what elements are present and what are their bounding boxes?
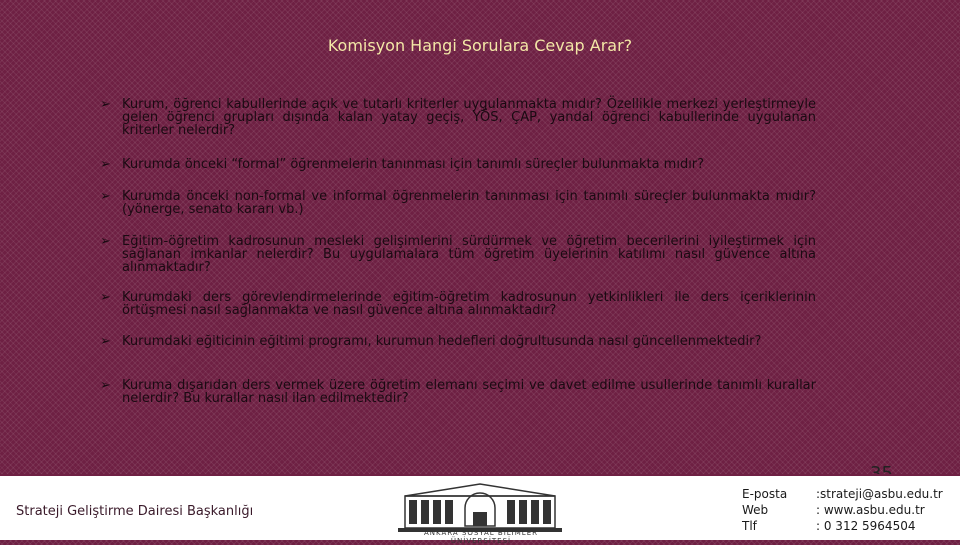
bullet-text: Kurumda önceki “formal” öğrenmelerin tanınması için tanımlı süreçler bulunmakta mıdır? (122, 157, 705, 172)
bullet-item (100, 335, 816, 379)
bullet-text: Kurum, öğrenci kabullerinde açık ve tutarlı kriterler uygulanmakta mıdır? Özellikle merkezi yerleştirmeyle gelen öğrenci grupları dışında kalan yatay geçiş, YÖS, ÇAP, yandal öğrenci kabullerinde uygulanan kriterler nelerdir? (122, 97, 816, 138)
bullet-text: Kurumda önceki non-formal ve informal öğrenmelerin tanınması için tanımlı süreçler bulunmakta mıdır? (yönerge, senato kararı vb.) (122, 189, 816, 217)
bullet-item (100, 190, 816, 235)
email-label: E-posta (742, 487, 788, 501)
phone-value: : 0 312 5964504 (816, 519, 916, 533)
arrow-bullet-icon: ➢ (100, 290, 111, 305)
bullet-list (100, 98, 816, 409)
contact-values (816, 486, 943, 534)
web-value[interactable]: : www.asbu.edu.tr (816, 503, 925, 517)
contact-labels (742, 486, 787, 534)
bullet-item (100, 98, 816, 158)
arrow-bullet-icon: ➢ (100, 378, 111, 393)
bullet-text: Kurumdaki eğiticinin eğitimi programı, kurumun hedefleri doğrultusunda nasıl güncellenmektedir? (122, 334, 762, 349)
bullet-item (100, 158, 816, 190)
bullet-item (100, 291, 816, 335)
bullet-text: Kurumdaki ders görevlendirmelerinde eğitim-öğretim kadrosunun yetkinlikleri ile ders içeriklerinin örtüşmesi nasıl sağlanmakta ve nasıl güvence altına alınmaktadır? (122, 290, 816, 318)
bullet-item (100, 235, 816, 291)
arrow-bullet-icon: ➢ (100, 334, 111, 349)
arrow-bullet-icon: ➢ (100, 234, 111, 249)
bullet-text: Kuruma dışarıdan ders vermek üzere öğretim elemanı seçimi ve davet edilme usullerinde tanımlı kurallar nelerdir? Bu kurallar nasıl ilan edilmektedir? (122, 378, 816, 406)
arrow-bullet-icon: ➢ (100, 189, 111, 204)
bullet-item (100, 379, 816, 409)
bullet-text: Eğitim-öğretim kadrosunun mesleki gelişimlerini sürdürmek ve öğretim becerilerini iyileştirmek için sağlanan imkanlar nelerdir? Bu uygulamalara tüm öğretim üyelerinin katılımı nasıl güvence altına alınmaktadır? (122, 234, 816, 275)
arrow-bullet-icon: ➢ (100, 97, 111, 112)
web-label: Web (742, 503, 769, 517)
phone-label: Tlf (742, 519, 757, 533)
footer (0, 474, 960, 545)
email-value[interactable]: :strateji@asbu.edu.tr (816, 487, 943, 501)
logo-caption: ANKARA SOSYAL BİLİMLER ÜNİVERSİTESİ (424, 529, 538, 545)
arrow-bullet-icon: ➢ (100, 157, 111, 172)
footer-org-name: Strateji Geliştirme Dairesi Başkanlığı (16, 504, 254, 519)
slide-title: Komisyon Hangi Sorulara Cevap Arar? (327, 36, 633, 55)
